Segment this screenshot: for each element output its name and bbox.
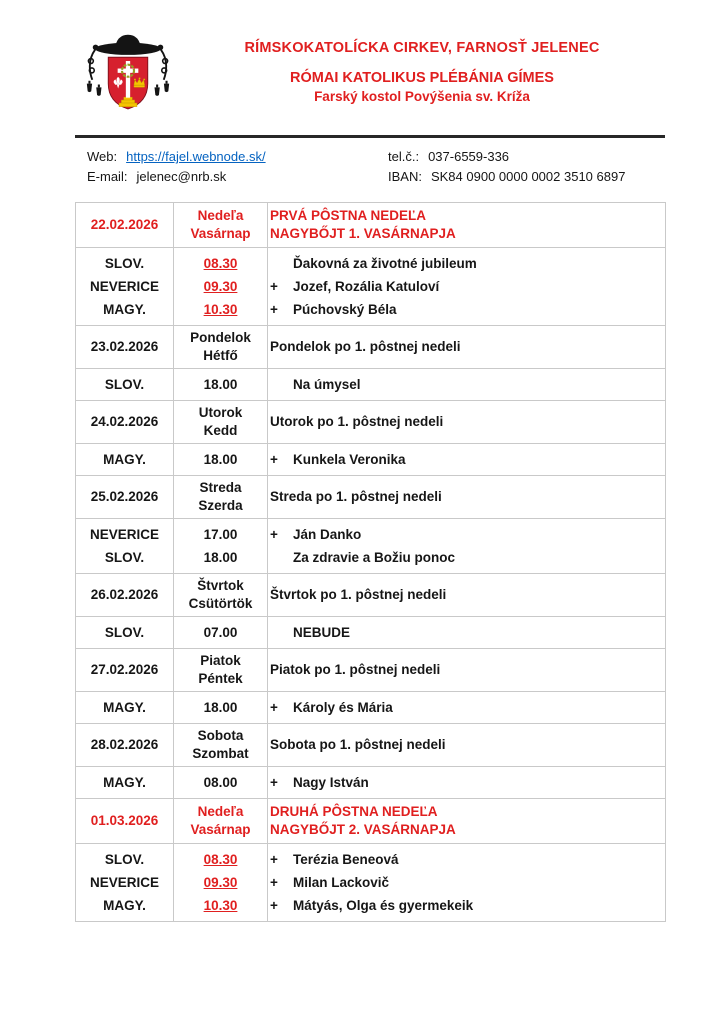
cell-line [78, 216, 171, 234]
cell-text: NEVERICE [89, 875, 160, 890]
iban-number: SK84 0900 0000 0002 3510 6897 [430, 169, 626, 184]
table-row [76, 799, 666, 844]
cell-line [270, 413, 663, 431]
cell-line [176, 252, 265, 275]
table-row [76, 649, 666, 692]
coat-of-arms-graphic [81, 28, 175, 126]
table-row [76, 248, 666, 326]
cell-line [176, 479, 265, 497]
cell-text: Za zdravie a Božiu ponoc [293, 550, 456, 565]
cell-text: 18.00 [203, 700, 238, 715]
table-row [76, 519, 666, 574]
cell-text: Utorok po 1. pôstnej nedeli [270, 414, 444, 429]
cell-line [176, 275, 265, 298]
cell-text: Pondelok po 1. pôstnej nedeli [270, 339, 461, 354]
cell-text: MAGY. [103, 452, 146, 467]
day-time-cell [174, 248, 268, 326]
table-row [76, 574, 666, 617]
intention-cell [268, 401, 666, 444]
intention-cell [268, 203, 666, 248]
cell-line [176, 577, 265, 595]
day-time-cell [174, 649, 268, 692]
intention-cell [268, 767, 666, 799]
plus-mark: + [270, 527, 278, 542]
cell-line [270, 298, 663, 321]
table-row [76, 724, 666, 767]
cell-text: 09.30 [203, 875, 238, 890]
cell-line [176, 771, 265, 794]
cell-text: Terézia Beneová [293, 852, 399, 867]
intention-cell [268, 369, 666, 401]
cell-line [176, 404, 265, 422]
parish-title-hungarian: RÓMAI KATOLIKUS PLÉBÁNIA GÍMES [290, 70, 554, 86]
cell-text: Sobota po 1. pôstnej nedeli [270, 737, 446, 752]
date-cell [76, 326, 174, 369]
web-field [75, 147, 388, 167]
cell-text: 27.02.2026 [90, 662, 159, 677]
day-time-cell [174, 799, 268, 844]
date-cell [76, 519, 174, 574]
cell-line [176, 207, 265, 225]
intention-cell [268, 444, 666, 476]
cell-line [270, 736, 663, 754]
cell-text: Ďakovná za životné jubileum [293, 256, 477, 271]
cell-line [78, 488, 171, 506]
cell-line [270, 586, 663, 604]
cell-line [78, 848, 171, 871]
cell-line [176, 347, 265, 365]
cell-text: PRVÁ PÔSTNA NEDEĽA [270, 208, 427, 223]
phone-field [388, 147, 665, 167]
cell-line [78, 298, 171, 321]
cell-line [270, 338, 663, 356]
cell-line [176, 497, 265, 515]
cell-text: 23.02.2026 [90, 339, 159, 354]
cell-text: MAGY. [103, 898, 146, 913]
table-row [76, 326, 666, 369]
plus-mark: + [270, 700, 278, 715]
cell-text: MAGY. [103, 302, 146, 317]
date-cell [76, 444, 174, 476]
cell-text: MAGY. [103, 700, 146, 715]
cell-text: MAGY. [103, 775, 146, 790]
contact-row-2 [75, 167, 665, 187]
day-time-cell [174, 724, 268, 767]
date-cell [76, 692, 174, 724]
intention-cell [268, 519, 666, 574]
cell-text: Péntek [198, 671, 243, 686]
email-address: jelenec@nrb.sk [136, 169, 227, 184]
date-cell [76, 649, 174, 692]
cell-line [270, 771, 663, 794]
cell-line [270, 207, 663, 225]
cell-text: Hétfő [203, 348, 238, 363]
table-row [76, 444, 666, 476]
day-time-cell [174, 692, 268, 724]
cell-text: Štvrtok po 1. pôstnej nedeli [270, 587, 447, 602]
cell-line [78, 275, 171, 298]
cell-line [176, 595, 265, 613]
cell-line [176, 745, 265, 763]
intention-cell [268, 574, 666, 617]
cell-line [176, 821, 265, 839]
cell-text: 28.02.2026 [90, 737, 159, 752]
cell-line [176, 727, 265, 745]
intention-cell [268, 844, 666, 922]
cell-line [176, 894, 265, 917]
cell-text: 10.30 [203, 898, 238, 913]
cell-text: Károly és Mária [293, 700, 393, 715]
cell-text: NAGYBŐJT 2. VASÁRNAPJA [270, 822, 456, 837]
cell-line [270, 488, 663, 506]
day-time-cell [174, 476, 268, 519]
email-label: E-mail: [87, 169, 128, 184]
phone-number: 037-6559-336 [428, 149, 510, 164]
cell-line [270, 696, 663, 719]
table-row [76, 617, 666, 649]
date-cell [76, 574, 174, 617]
cell-text: Streda [199, 480, 242, 495]
header-divider [75, 135, 665, 138]
cell-line [270, 546, 663, 569]
day-time-cell [174, 203, 268, 248]
cell-line [176, 871, 265, 894]
cell-line [78, 546, 171, 569]
intention-cell [268, 476, 666, 519]
contact-row-1 [75, 147, 665, 167]
cell-line [78, 448, 171, 471]
date-cell [76, 724, 174, 767]
cell-text: Sobota [197, 728, 244, 743]
cell-text: SLOV. [104, 256, 145, 271]
cell-text: Streda po 1. pôstnej nedeli [270, 489, 442, 504]
cell-text: Vasárnap [190, 822, 251, 837]
email-field [75, 167, 388, 187]
document-header [75, 28, 665, 131]
cell-text: 18.00 [203, 550, 238, 565]
cell-line [176, 696, 265, 719]
plus-mark: + [270, 898, 278, 913]
cell-text: Szerda [198, 498, 243, 513]
cell-text: Na úmysel [293, 377, 361, 392]
cell-text: Utorok [198, 405, 243, 420]
cell-text: NEVERICE [89, 279, 160, 294]
day-time-cell [174, 844, 268, 922]
cell-text: NEVERICE [89, 527, 160, 542]
plus-mark: + [270, 775, 278, 790]
cell-line [78, 871, 171, 894]
cell-text: Nagy István [293, 775, 369, 790]
cell-line [270, 523, 663, 546]
contact-block [75, 147, 665, 187]
day-time-cell [174, 326, 268, 369]
intention-cell [268, 649, 666, 692]
table-row [76, 401, 666, 444]
cell-line [176, 298, 265, 321]
schedule-body [76, 203, 666, 922]
mass-schedule-table [75, 202, 666, 922]
iban-field [388, 167, 665, 187]
cell-line [270, 894, 663, 917]
intention-cell [268, 799, 666, 844]
plus-mark: + [270, 852, 278, 867]
table-row [76, 203, 666, 248]
cell-line [270, 661, 663, 679]
cell-text: SLOV. [104, 550, 145, 565]
cell-text: NEBUDE [293, 625, 351, 640]
cell-line [176, 329, 265, 347]
cell-text: SLOV. [104, 377, 145, 392]
date-cell [76, 248, 174, 326]
cell-line [176, 546, 265, 569]
cell-text: 25.02.2026 [90, 489, 159, 504]
cell-line [176, 670, 265, 688]
plus-mark: + [270, 875, 278, 890]
table-row [76, 767, 666, 799]
cell-line [270, 803, 663, 821]
cell-text: Nedeľa [197, 208, 244, 223]
cell-text: 08.30 [203, 256, 238, 271]
cell-line [78, 696, 171, 719]
table-row [76, 692, 666, 724]
cell-text: 17.00 [203, 527, 238, 542]
cell-line [78, 373, 171, 396]
cell-text: Piatok [200, 653, 241, 668]
cell-text: Mátyás, Olga és gyermekeik [293, 898, 474, 913]
cell-line [78, 661, 171, 679]
cell-text: 18.00 [203, 452, 238, 467]
cell-line [78, 736, 171, 754]
table-row [76, 844, 666, 922]
cell-text: Vasárnap [190, 226, 251, 241]
intention-cell [268, 617, 666, 649]
cell-line [270, 821, 663, 839]
day-time-cell [174, 519, 268, 574]
date-cell [76, 617, 174, 649]
date-cell [76, 799, 174, 844]
day-time-cell [174, 369, 268, 401]
day-time-cell [174, 767, 268, 799]
cell-text: Piatok po 1. pôstnej nedeli [270, 662, 441, 677]
plus-mark: + [270, 452, 278, 467]
cell-text: 01.03.2026 [90, 813, 159, 828]
website-link[interactable]: https://fajel.webnode.sk/ [126, 149, 266, 164]
cell-line [270, 448, 663, 471]
cell-text: Pondelok [190, 330, 251, 345]
cell-text: 22.02.2026 [90, 217, 159, 232]
cell-line [78, 812, 171, 830]
web-label: Web: [87, 149, 118, 164]
cell-line [176, 621, 265, 644]
cell-text: Milan Lackovič [293, 875, 390, 890]
cell-line [270, 621, 663, 644]
cell-line [78, 586, 171, 604]
cell-line [78, 338, 171, 356]
cell-text: 07.00 [203, 625, 238, 640]
cell-text: 26.02.2026 [90, 587, 159, 602]
cell-text: Szombat [192, 746, 249, 761]
intention-cell [268, 724, 666, 767]
parish-title-slovak: RÍMSKOKATOLÍCKA CIRKEV, FARNOSŤ JELENEC [244, 40, 600, 56]
cell-text: 08.00 [203, 775, 238, 790]
cell-line [270, 871, 663, 894]
date-cell [76, 476, 174, 519]
cell-line [176, 448, 265, 471]
plus-mark: + [270, 302, 278, 317]
plus-mark: + [270, 279, 278, 294]
cell-text: Kunkela Veronika [293, 452, 406, 467]
cell-line [78, 523, 171, 546]
iban-label: IBAN: [388, 169, 422, 184]
intention-cell [268, 692, 666, 724]
cell-text: DRUHÁ PÔSTNA NEDEĽA [270, 804, 438, 819]
cell-line [78, 771, 171, 794]
cell-line [78, 894, 171, 917]
cell-line [78, 621, 171, 644]
cell-text: 10.30 [203, 302, 238, 317]
cell-line [270, 848, 663, 871]
cell-line [176, 803, 265, 821]
cell-text: 09.30 [203, 279, 238, 294]
cell-text: Štvrtok [197, 578, 244, 593]
cell-text: SLOV. [104, 852, 145, 867]
date-cell [76, 401, 174, 444]
cell-text: 24.02.2026 [90, 414, 159, 429]
cell-line [176, 422, 265, 440]
cell-line [176, 652, 265, 670]
cell-line [270, 373, 663, 396]
cell-line [78, 252, 171, 275]
cell-line [270, 252, 663, 275]
cell-text: SLOV. [104, 625, 145, 640]
intention-cell [268, 248, 666, 326]
parish-titles [179, 28, 665, 104]
table-row [76, 369, 666, 401]
cell-text: Jozef, Rozália Katuloví [293, 279, 440, 294]
cell-line [78, 413, 171, 431]
cell-line [176, 225, 265, 243]
cell-text: Nedeľa [197, 804, 244, 819]
table-row [76, 476, 666, 519]
cell-text: Ján Danko [293, 527, 362, 542]
cell-line [270, 225, 663, 243]
day-time-cell [174, 444, 268, 476]
cell-line [176, 848, 265, 871]
cell-text: Kedd [203, 423, 238, 438]
cell-text: Púchovský Béla [293, 302, 397, 317]
church-name: Farský kostol Povýšenia sv. Kríža [314, 89, 530, 104]
phone-label: tel.č.: [388, 149, 420, 164]
cell-line [176, 523, 265, 546]
date-cell [76, 203, 174, 248]
cell-line [176, 373, 265, 396]
parish-coat-of-arms-icon [75, 28, 179, 131]
day-time-cell [174, 574, 268, 617]
date-cell [76, 767, 174, 799]
cell-text: 08.30 [203, 852, 238, 867]
cell-text: NAGYBŐJT 1. VASÁRNAPJA [270, 226, 456, 241]
intention-cell [268, 326, 666, 369]
date-cell [76, 369, 174, 401]
day-time-cell [174, 617, 268, 649]
cell-text: 18.00 [203, 377, 238, 392]
day-time-cell [174, 401, 268, 444]
date-cell [76, 844, 174, 922]
cell-text: Csütörtök [188, 596, 253, 611]
cell-line [270, 275, 663, 298]
